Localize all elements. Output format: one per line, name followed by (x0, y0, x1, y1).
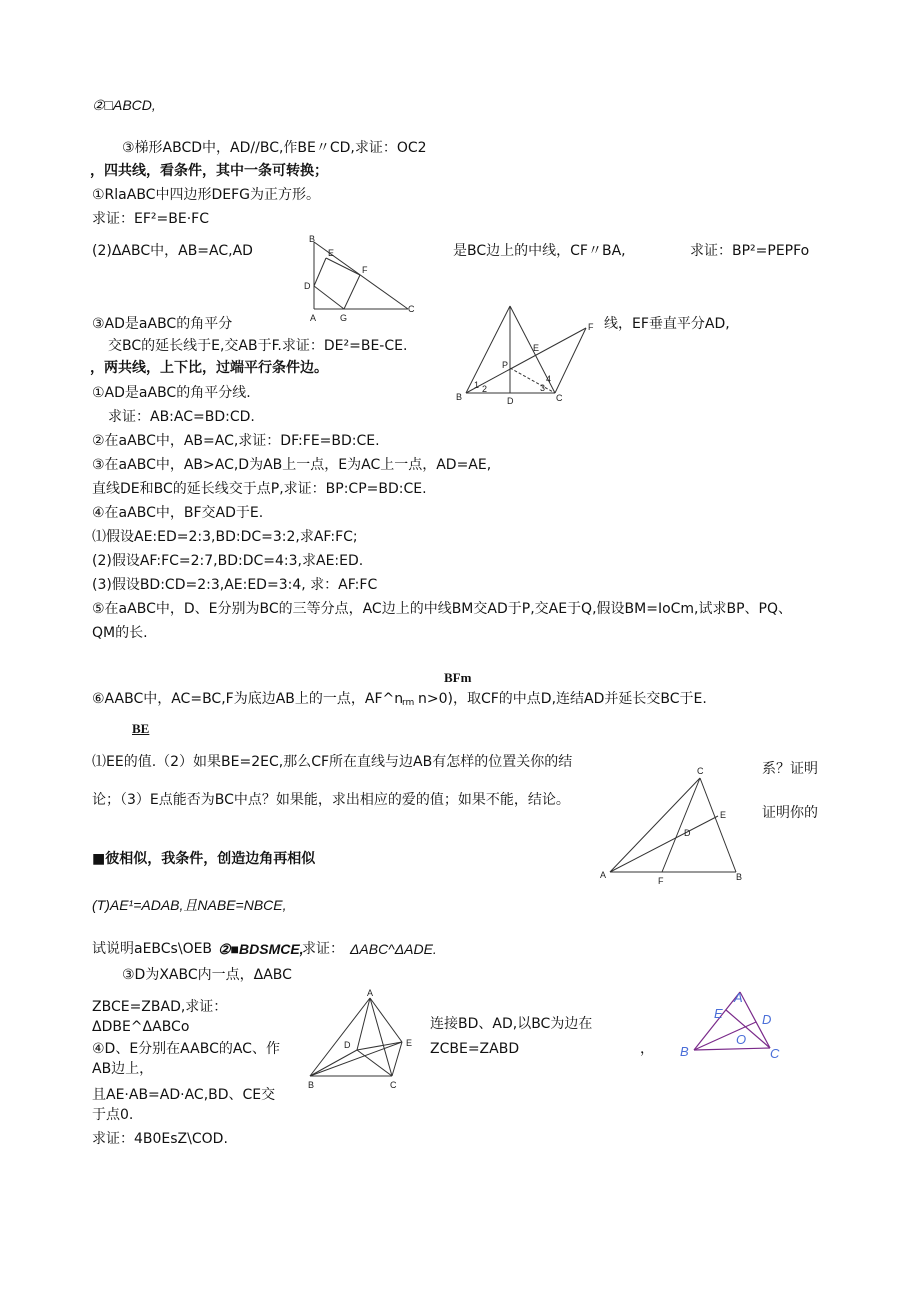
line-bisector-1: ①AD是aABC的角平分线. (92, 385, 251, 401)
figure-interior-point (302, 984, 432, 1094)
line-2-prove: 求证：BP²=PEPFo (690, 243, 810, 259)
line-trapezoid: ③梯形ABCD中，AD//BC,作BE〃CD,求证：OC2 (122, 140, 427, 156)
figure-triangle-afde (596, 760, 746, 886)
line-bce-bad: ZBCE=ZBAD,求证： (92, 999, 228, 1015)
fig1-label-f: F (362, 265, 368, 275)
line-4-1: ⑴假设AE:ED=2:3,BD:DC=3:2,求AF:FC; (92, 529, 358, 545)
line-5-trisection: ⑤在aABC中，D、E分别为BC的三等分点，AC边上的中线BM交AD于P,交AE于Q,假设BM=IoCm,试求BP、PQ、 (92, 601, 793, 617)
line-comma: ， (640, 1041, 654, 1057)
fig5-label-b: B (680, 1044, 689, 1059)
fig2-label-b: B (456, 392, 463, 402)
line-6-prove-your: 证明你的 (762, 805, 818, 821)
fig4-label-a: A (367, 988, 374, 998)
fig1-label-c: C (408, 304, 415, 314)
line-point-o: 于点0. (92, 1107, 134, 1123)
fig3-label-d: D (684, 828, 691, 838)
line-bdsmce: ②■BDSMCE, (218, 941, 304, 957)
figure-square-in-triangle (300, 232, 420, 327)
line-6-midpoint: n>0)，取CF的中点D,连结AD并延长交BC于E. (418, 691, 707, 707)
line-cbe-abd: ZCBE=ZABD (430, 1041, 520, 1057)
line-5-qm: QM的长. (92, 625, 148, 641)
fig3-label-b: B (736, 872, 743, 882)
line-connect-bd-ad: 连接BD、AD,以BC为边在 (430, 1016, 593, 1032)
fig2-label-c: C (556, 393, 563, 403)
fig1-label-d: D (304, 281, 311, 291)
line-4-2: (2)假设AF:FC=2:7,BD:DC=4:3,求AE:ED. (92, 553, 364, 569)
heading-four-collinear: ，四共线，看条件，其中一条可转换； (90, 163, 328, 179)
line-3-d-inside: ③D为XABC内一点，ΔABC (122, 967, 292, 983)
line-prove-boe-cod: 求证：4B0EsZ\COD. (92, 1131, 228, 1147)
line-2-abc: (2)ΔABC中，AB=AC,AD (92, 243, 253, 259)
fig2-label-2: 2 (482, 384, 488, 394)
line-2-median: 是BC边上的中线，CF〃BA, (453, 243, 626, 259)
fig1-label-e: E (328, 248, 335, 258)
fig4-label-b: B (308, 1080, 315, 1090)
line-3-de-bc: 直线DE和BC的延长线交于点P,求证：BP:CP=BD:CE. (92, 481, 427, 497)
fig5-label-o: O (736, 1032, 747, 1047)
fig3-label-c: C (697, 766, 704, 776)
line-dbe-abc: ΔDBE^ΔABCo (92, 1019, 190, 1035)
line-4-3: (3)假设BD:CD=2:3,AE:ED=3:4, 求：AF:FC (92, 577, 378, 593)
fig2-label-3: 3 (540, 383, 546, 393)
fig3-label-f: F (658, 876, 664, 886)
line-prove: 求证： (302, 941, 344, 957)
line-3-bisector: ③AD是aABC的角平分 (92, 316, 233, 332)
fraction-be: BE (132, 721, 150, 736)
line-ae-ab-ad-ac: 且AE·AB=AD·AC,BD、CE交 (92, 1087, 276, 1103)
line-6-aabc: ⑥AABC中，AC=BC,F为底边AB上的一点，AF^n (92, 691, 404, 707)
fraction-numerator-bfm: BFm (444, 670, 472, 685)
fig4-label-c: C (390, 1080, 397, 1090)
fig2-label-p: P (502, 360, 509, 370)
fig5-label-e: E (714, 1006, 723, 1021)
fig1-label-g: G (340, 313, 348, 323)
figure-colored-triangle (676, 984, 786, 1066)
line-4-bf-ad: ④在aABC中，BF交AD于E. (92, 505, 264, 521)
line-6-rm: rm (402, 698, 415, 708)
line-6-q3: 论；（3）E点能否为BC中点？如果能，求出相应的爱的值；如果不能，结论。 (92, 792, 570, 808)
fig5-label-d: D (762, 1012, 772, 1027)
fig2-label-1: 1 (474, 380, 480, 390)
line-3-ab-ac: ③在aABC中，AB>AC,D为AB上一点，E为AC上一点，AD=AE, (92, 457, 492, 473)
fig4-label-d: D (344, 1040, 351, 1050)
line-square: ①RlaABC中四边形DEFG为正方形。 (92, 187, 320, 203)
fig1-label-b: B (309, 234, 316, 244)
line-abcd: ②□ABCD, (92, 97, 156, 113)
line-abc-ade: ΔABC^ΔADE. (350, 941, 437, 957)
fig4-label-e: E (406, 1038, 413, 1048)
line-2-df-fe: ②在aABC中，AB=AC,求证：DF:FE=BD:CE. (92, 433, 380, 449)
fig2-label-f: F (588, 322, 594, 332)
line-6-relation: 系？证明 (762, 761, 818, 777)
fig5-label-a: A (734, 990, 743, 1005)
fig2-label-e: E (533, 343, 540, 353)
fig2-label-d: D (507, 396, 514, 406)
heading-similar: ■彼相似，我条件，创造边角再相似 (92, 851, 316, 867)
line-6-q1: ⑴EE的值.（2）如果BE=2EC,那么CF所在直线与边AB有怎样的位置关你的结 (92, 754, 573, 770)
line-3-perp: 线，EF垂直平分AD, (604, 316, 730, 332)
line-prove-ef: 求证：EF²=BE·FC (92, 211, 209, 227)
line-prove-ratio: 求证：AB:AC=BD:CD. (108, 409, 255, 425)
line-ae-squared: (T)AE¹=ADAB,且NABE=NBCE, (92, 897, 287, 913)
heading-two-collinear: ，两共线，上下比，过端平行条件边。 (90, 360, 328, 376)
line-4-d-e: ④D、E分别在AABC的AC、作 (92, 1041, 280, 1057)
fig3-label-e: E (720, 810, 727, 820)
fig2-label-4: 4 (546, 374, 552, 384)
line-3-extension: 交BC的延长线于E,交AB于F.求证：DE²=BE-CE. (108, 338, 408, 354)
line-ab-side: AB边上， (92, 1061, 154, 1077)
fig5-label-c: C (770, 1046, 780, 1061)
fig1-label-a: A (310, 313, 317, 323)
figure-isosceles-median (452, 300, 598, 406)
line-ebc-similar: 试说明aEBCs\OEB (92, 941, 213, 957)
fig3-label-a: A (600, 870, 607, 880)
